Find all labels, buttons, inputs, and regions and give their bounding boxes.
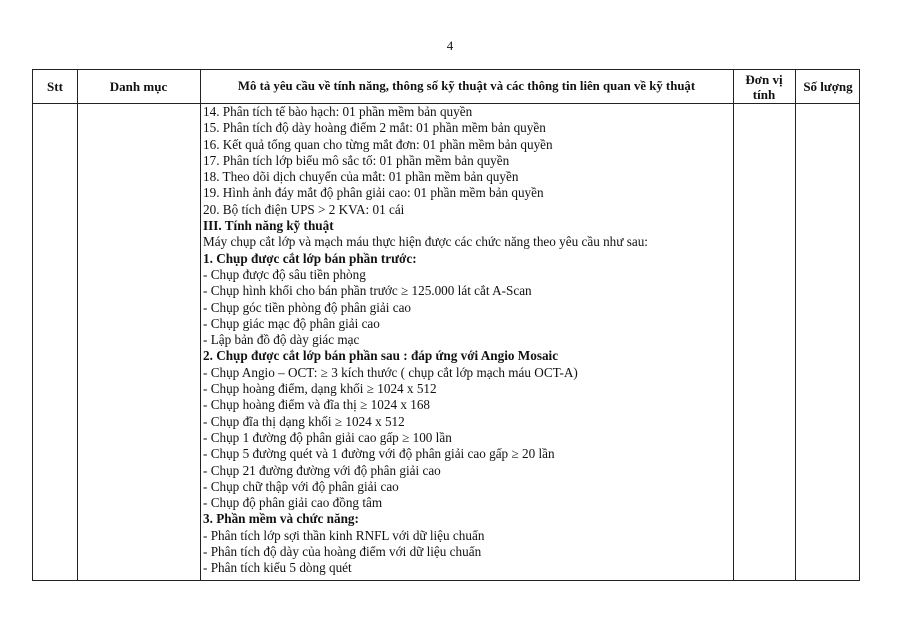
- section-heading: 2. Chụp được cắt lớp bán phần sau : đáp ứng với Angio Mosaic: [203, 348, 559, 364]
- spec-line: 20. Bộ tích điện UPS > 2 KVA: 01 cái: [203, 201, 405, 217]
- spec-line: 16. Kết quả tổng quan cho từng mắt đơn: 01 phần mềm bản quyền: [203, 136, 553, 152]
- spec-table: [32, 69, 860, 581]
- spec-line: - Chụp 5 đường quét và 1 đường với độ phân giải cao gấp ≥ 20 lần: [203, 446, 555, 462]
- section-heading: 3. Phần mềm và chức năng:: [203, 511, 359, 527]
- spec-line: - Chụp 1 đường độ phân giải cao gấp ≥ 100 lần: [203, 429, 452, 445]
- spec-line: - Chụp hình khối cho bán phần trước ≥ 125.000 lát cắt A-Scan: [203, 283, 532, 299]
- spec-line: - Chụp hoàng điểm, dạng khối ≥ 1024 x 512: [203, 381, 437, 397]
- spec-line: 15. Phân tích độ dày hoàng điểm 2 mắt: 01 phần mềm bản quyền: [203, 120, 546, 136]
- column-divider: [77, 70, 78, 580]
- header-mo-ta: Mô tả yêu cầu về tính năng, thông số kỹ thuật và các thông tin liên quan về kỹ thuật: [237, 79, 696, 93]
- section-heading: III. Tính năng kỹ thuật: [203, 218, 334, 234]
- section-heading: 1. Chụp được cắt lớp bán phần trước:: [203, 250, 417, 266]
- spec-line: 14. Phân tích tế bào hạch: 01 phần mềm bản quyền: [203, 104, 473, 119]
- page-number: 4: [446, 38, 454, 53]
- spec-line: - Phân tích độ dày của hoàng điểm với dữ liệu chuẩn: [203, 544, 482, 560]
- spec-line: - Chụp giác mạc độ phân giải cao: [203, 315, 380, 331]
- header-so-luong: Số lượng: [803, 79, 853, 94]
- spec-line: 17. Phân tích lớp biểu mô sắc tố: 01 phần mềm bản quyền: [203, 152, 510, 168]
- spec-line: - Chụp chữ thập với độ phân giải cao: [203, 478, 399, 494]
- spec-line: - Phân tích lớp sợi thần kinh RNFL với dữ liệu chuẩn: [203, 527, 485, 543]
- description-cell: [203, 104, 731, 577]
- header-don-vi-tinh: [733, 70, 795, 103]
- spec-line: 19. Hình ảnh đáy mắt độ phân giải cao: 01 phần mềm bản quyền: [203, 185, 544, 201]
- header-don-vi-tinh-line1: Đơn vị: [745, 71, 783, 87]
- header-stt: Stt: [47, 79, 63, 94]
- column-divider: [200, 70, 201, 580]
- spec-line: - Chụp được độ sâu tiền phòng: [203, 266, 366, 282]
- spec-line: - Phân tích kiểu 5 dòng quét: [203, 560, 352, 576]
- column-divider: [733, 70, 734, 580]
- spec-line: - Chụp đĩa thị dạng khối ≥ 1024 x 512: [203, 413, 405, 429]
- spec-line: - Chụp Angio – OCT: ≥ 3 kích thước ( chụp cắt lớp mạch máu OCT-A): [203, 364, 578, 380]
- spec-line: - Chụp độ phân giải cao đồng tâm: [203, 495, 383, 511]
- spec-line: 18. Theo dõi dịch chuyển của mắt: 01 phần mềm bản quyền: [203, 169, 519, 185]
- spec-line: Máy chụp cắt lớp và mạch máu thực hiện được các chức năng theo yêu cầu như sau:: [203, 234, 648, 250]
- spec-line: - Chụp 21 đường đường với độ phân giải cao: [203, 462, 441, 478]
- spec-line: - Chụp góc tiền phòng độ phân giải cao: [203, 299, 412, 315]
- spec-line: - Chụp hoàng điểm và đĩa thị ≥ 1024 x 168: [203, 397, 431, 413]
- spec-line: - Lập bản đồ độ dày giác mạc: [203, 332, 360, 348]
- column-divider: [795, 70, 796, 580]
- header-don-vi-tinh-line2: tính: [752, 86, 776, 102]
- header-danh-muc: Danh mục: [109, 79, 168, 94]
